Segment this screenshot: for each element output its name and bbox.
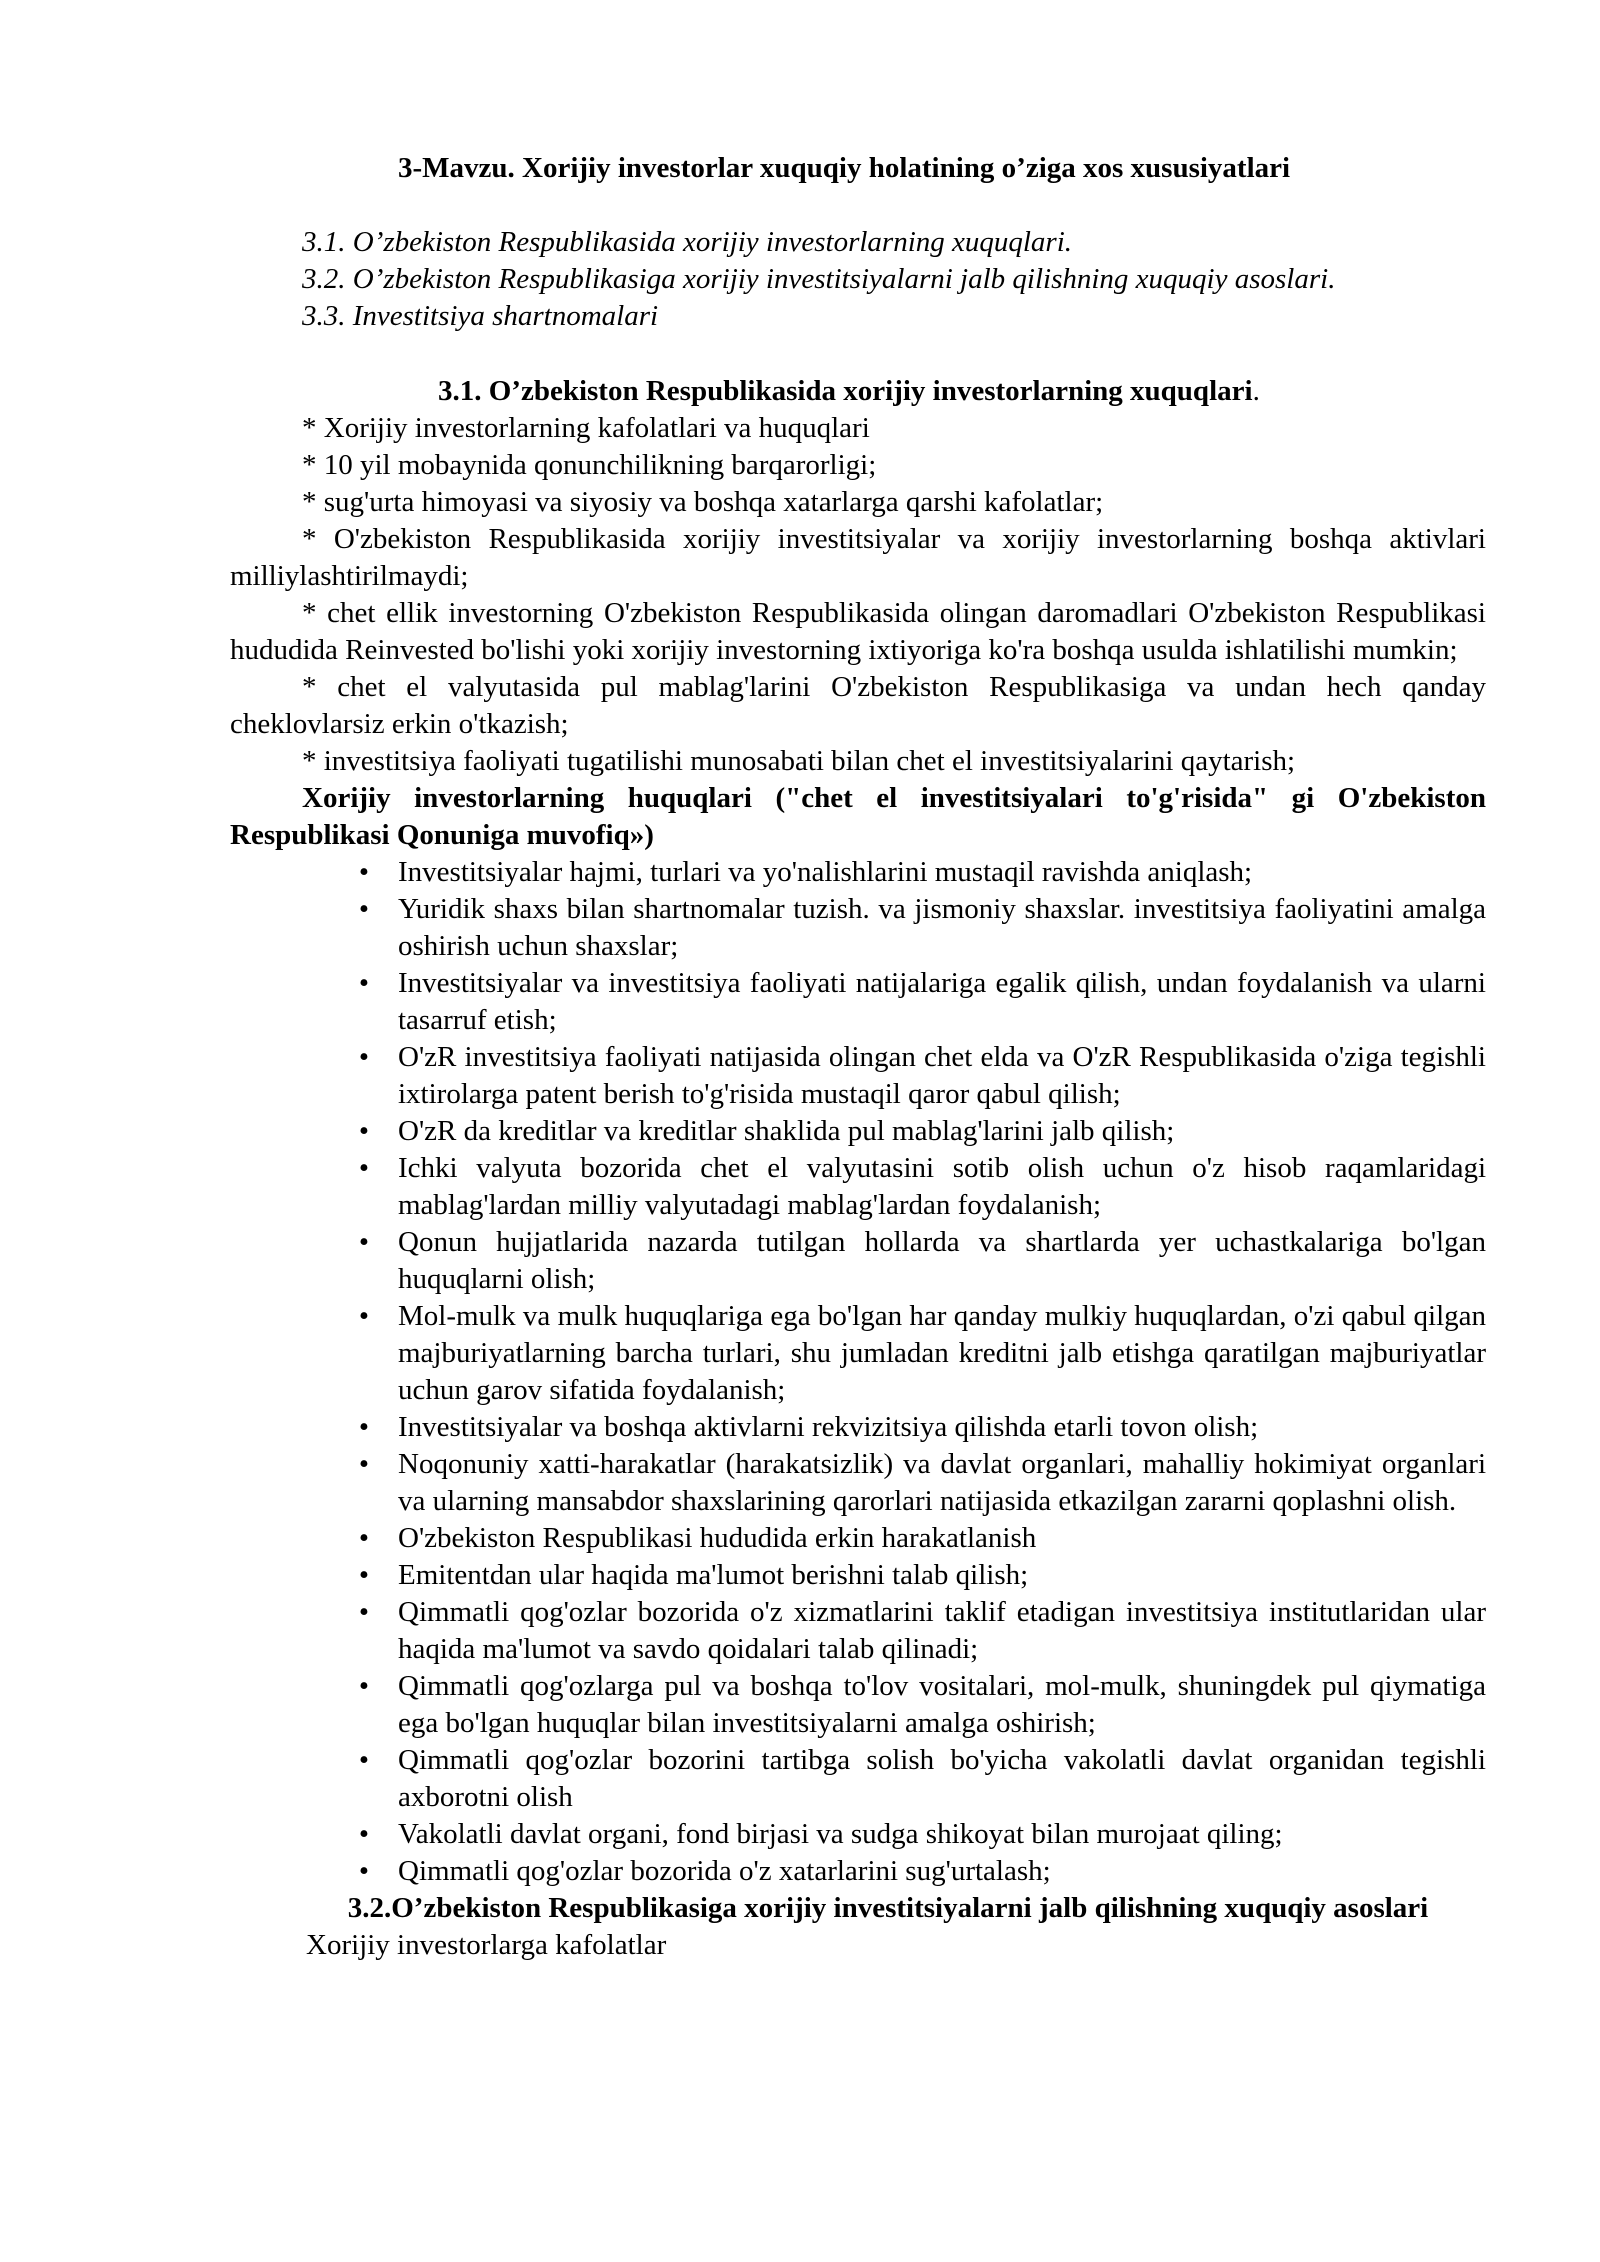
- right-text: Qimmatli qog'ozlar bozorida o'z xizmatlarini taklif etadigan investitsiya institutlaridan ular haqida ma'lumot va savdo qoidalari talab qilinadi;: [398, 1596, 1486, 1665]
- rights-heading: Xorijiy investorlarning huquqlari ("chet el investitsiyalari to'g'risida" gi O'zbekiston Respublikasi Qonuniga muvofiq»): [230, 782, 1486, 851]
- bullet-icon: •: [358, 1818, 370, 1850]
- section-2-heading: 3.2.O’zbekiston Respublikasiga xorijiy investitsiyalarni jalb qilishning xuquqiy asoslari: [347, 1892, 1429, 1924]
- bullet-icon: •: [358, 893, 370, 925]
- right-text: Mol-mulk va mulk huquqlariga ega bo'lgan har qanday mulkiy huquqlardan, o'zi qabul qilgan majburiyatlarning barcha turlari, shu jumladan kreditni jalb etishga qaratilgan majburiyatlar uchun garov sifatida foydalanish;: [398, 1300, 1486, 1406]
- table-of-contents: [302, 224, 1486, 335]
- guarantees-list: [230, 410, 1486, 780]
- toc-item: 3.1. O’zbekiston Respublikasida xorijiy investorlarning xuquqlari.: [302, 226, 1073, 258]
- right-text: O'zbekiston Respublikasi hududida erkin harakatlanish: [398, 1522, 1037, 1554]
- section-2-subtitle: Xorijiy investorlarga kafolatlar: [306, 1929, 667, 1961]
- right-text: Yuridik shaxs bilan shartnomalar tuzish. va jismoniy shaxslar. investitsiya faoliyatini amalga oshirish uchun shaxslar;: [398, 893, 1486, 962]
- bullet-icon: •: [358, 1670, 370, 1702]
- list-item: [230, 1853, 1486, 1890]
- right-text: Noqonuniy xatti-harakatlar (harakatsizlik) va davlat organlari, mahalliy hokimiyat organlari va ularning mansabdor shaxslarining qarorlari natijasida etkazilgan zararni qoplashni olish.: [398, 1448, 1486, 1517]
- toc-item: 3.3. Investitsiya shartnomalari: [302, 300, 659, 332]
- bullet-icon: •: [358, 1300, 370, 1332]
- guarantee-item: * O'zbekiston Respublikasida xorijiy investitsiyalar va xorijiy investorlarning boshqa aktivlari milliylashtirilmaydi;: [230, 523, 1486, 592]
- list-item: [230, 1039, 1486, 1113]
- list-item: [230, 1298, 1486, 1409]
- toc-item: 3.2. O’zbekiston Respublikasiga xorijiy investitsiyalarni jalb qilishning xuquqiy asoslari.: [302, 263, 1336, 295]
- bullet-icon: •: [358, 1522, 370, 1554]
- bullet-icon: •: [358, 1226, 370, 1258]
- guarantee-item: * Xorijiy investorlarning kafolatlari va huquqlari: [302, 412, 870, 444]
- right-text: Qimmatli qog'ozlar bozorida o'z xatarlarini sug'urtalash;: [398, 1855, 1051, 1887]
- list-item: [230, 1742, 1486, 1816]
- list-item: [230, 1557, 1486, 1594]
- list-item: [230, 1224, 1486, 1298]
- list-item: [230, 965, 1486, 1039]
- right-text: O'zR da kreditlar va kreditlar shaklida pul mablag'larini jalb qilish;: [398, 1115, 1175, 1147]
- list-item: [230, 1816, 1486, 1853]
- guarantee-item: * chet el valyutasida pul mablag'larini O'zbekiston Respublikasiga va undan hech qanday cheklovlarsiz erkin o'tkazish;: [230, 671, 1486, 740]
- document-body: [230, 150, 1486, 1964]
- right-text: Investitsiyalar va investitsiya faoliyati natijalariga egalik qilish, undan foydalanish va ularni tasarruf etish;: [398, 967, 1486, 1036]
- section-1-heading-text: 3.1. O’zbekiston Respublikasida xorijiy investorlarning xuquqlari: [438, 375, 1253, 407]
- bullet-icon: •: [358, 1411, 370, 1443]
- list-item: [230, 1150, 1486, 1224]
- list-item: [230, 1113, 1486, 1150]
- bullet-icon: •: [358, 967, 370, 999]
- bullet-icon: •: [358, 1855, 370, 1887]
- list-item: [230, 891, 1486, 965]
- guarantee-item: * chet ellik investorning O'zbekiston Respublikasida olingan daromadlari O'zbekiston Respublikasi hududida Reinvested bo'lishi yoki xorijiy investorning ixtiyoriga ko'ra boshqa usulda ishlatilishi mumkin;: [230, 597, 1486, 666]
- section-1-heading: [438, 373, 1486, 410]
- guarantee-item: * 10 yil mobaynida qonunchilikning barqarorligi;: [302, 449, 877, 481]
- list-item: [230, 1668, 1486, 1742]
- right-text: Vakolatli davlat organi, fond birjasi va sudga shikoyat bilan murojaat qiling;: [398, 1818, 1283, 1850]
- right-text: Investitsiyalar va boshqa aktivlarni rekvizitsiya qilishda etarli tovon olish;: [398, 1411, 1259, 1443]
- right-text: Emitentdan ular haqida ma'lumot berishni talab qilish;: [398, 1559, 1029, 1591]
- right-text: Qimmatli qog'ozlar bozorini tartibga solish bo'yicha vakolatli davlat organidan tegishli axborotni olish: [398, 1744, 1486, 1813]
- right-text: Qimmatli qog'ozlarga pul va boshqa to'lov vositalari, mol-mulk, shuningdek pul qiymatiga ega bo'lgan huquqlar bilan investitsiyalarni amalga oshirish;: [398, 1670, 1486, 1739]
- right-text: Investitsiyalar hajmi, turlari va yo'nalishlarini mustaqil ravishda aniqlash;: [398, 856, 1253, 888]
- list-item: [230, 854, 1486, 891]
- bullet-icon: •: [358, 1744, 370, 1776]
- bullet-icon: •: [358, 1152, 370, 1184]
- bullet-icon: •: [358, 1559, 370, 1591]
- guarantee-item: * investitsiya faoliyati tugatilishi munosabati bilan chet el investitsiyalarini qaytarish;: [302, 745, 1296, 777]
- right-text: Ichki valyuta bozorida chet el valyutasini sotib olish uchun o'z hisob raqamlaridagi mablag'lardan milliy valyutadagi mablag'lardan foydalanish;: [398, 1152, 1486, 1221]
- bullet-icon: •: [358, 856, 370, 888]
- guarantee-item: * sug'urta himoyasi va siyosiy va boshqa xatarlarga qarshi kafolatlar;: [302, 486, 1104, 518]
- list-item: [230, 1446, 1486, 1520]
- document-title: 3-Mavzu. Xorijiy investorlar xuquqiy holatining o’ziga xos xususiyatlari: [398, 152, 1291, 184]
- right-text: O'zR investitsiya faoliyati natijasida olingan chet elda va O'zR Respublikasida o'ziga tegishli ixtirolarga patent berish to'g'risida mustaqil qaror qabul qilish;: [398, 1041, 1486, 1110]
- right-text: Qonun hujjatlarida nazarda tutilgan hollarda va shartlarda yer uchastkalariga bo'lgan huquqlarni olish;: [398, 1226, 1486, 1295]
- bullet-icon: •: [358, 1448, 370, 1480]
- section-1-heading-dot: .: [1252, 375, 1260, 407]
- bullet-icon: •: [358, 1041, 370, 1073]
- list-item: [230, 1594, 1486, 1668]
- list-item: [230, 1520, 1486, 1557]
- bullet-icon: •: [358, 1596, 370, 1628]
- rights-list: [230, 854, 1486, 1890]
- bullet-icon: •: [358, 1115, 370, 1147]
- list-item: [230, 1409, 1486, 1446]
